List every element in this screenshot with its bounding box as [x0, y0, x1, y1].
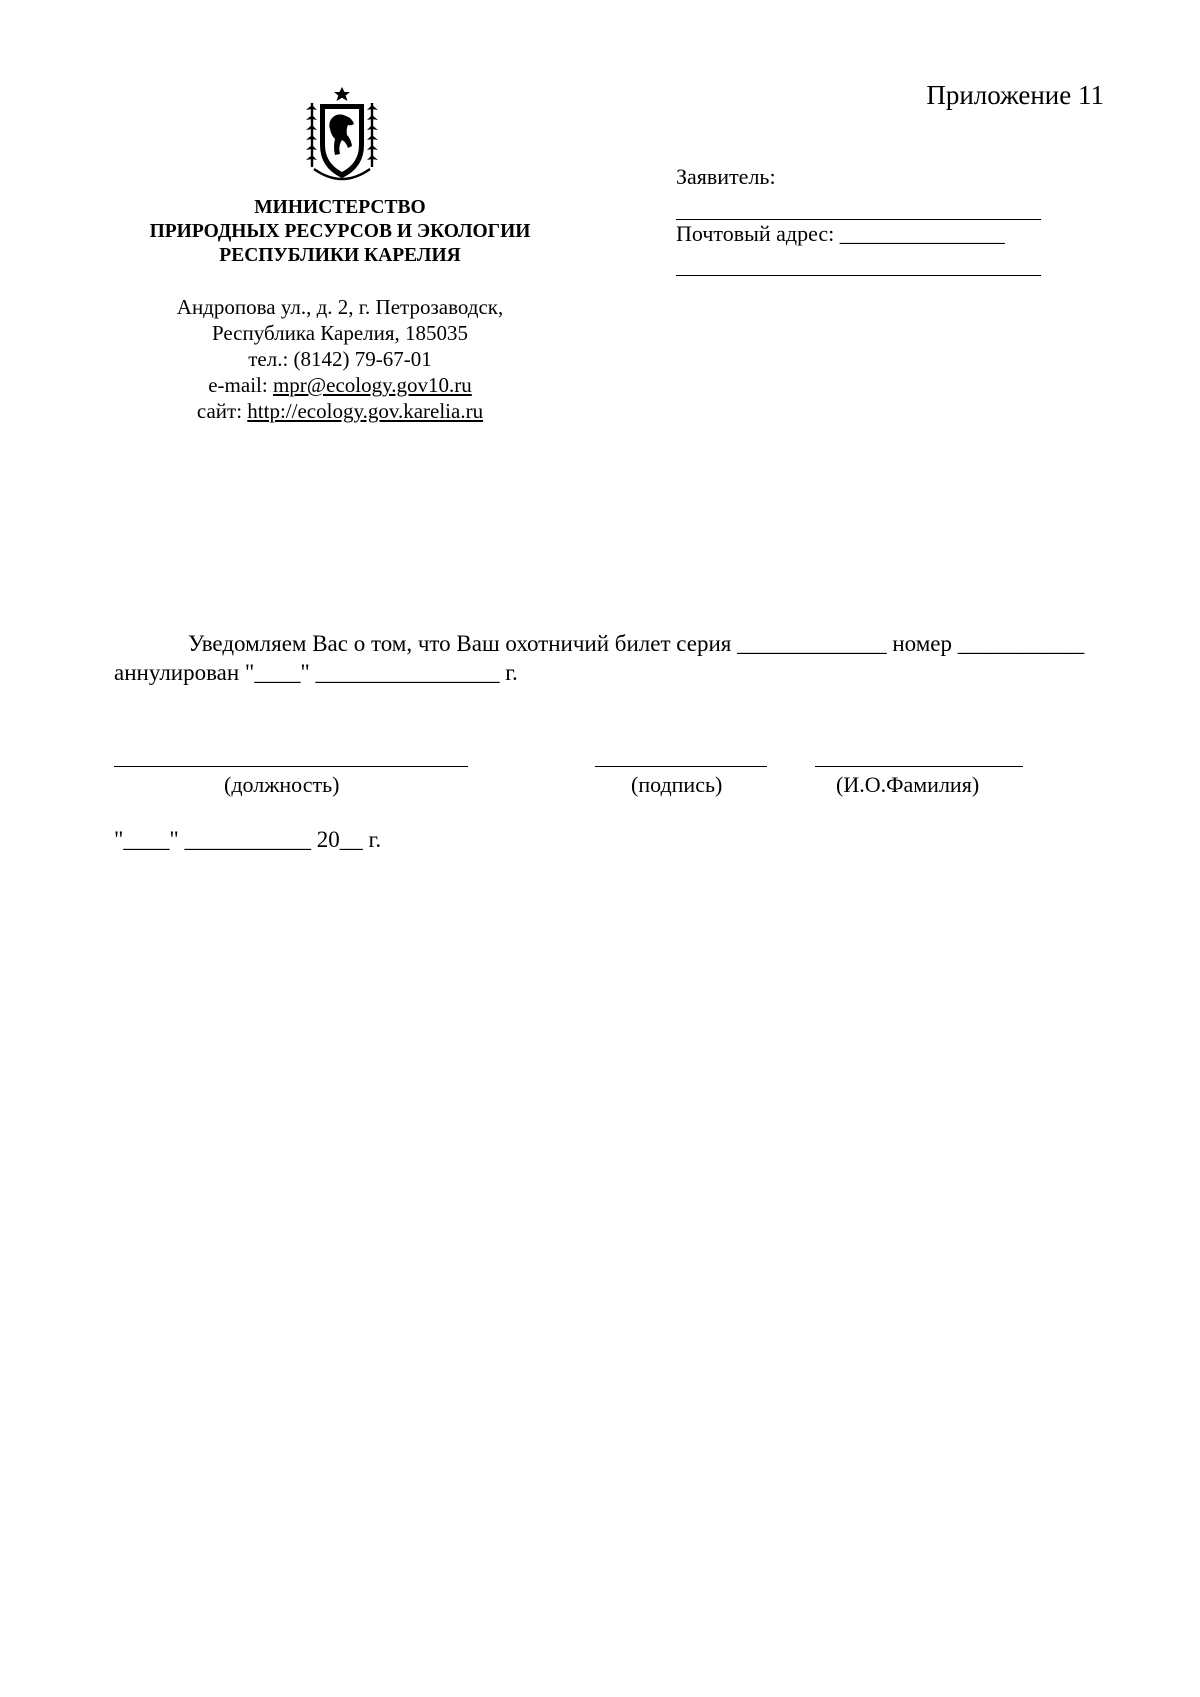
- address-line-1: Андропова ул., д. 2, г. Петрозаводск,: [176, 295, 504, 319]
- position-caption: (должность): [224, 772, 340, 797]
- email-link[interactable]: mpr@ecology.gov10.ru: [272, 373, 472, 397]
- position-signature-line: [114, 766, 468, 767]
- ministry-line-1: МИНИСТЕРСТВО: [254, 197, 426, 218]
- applicant-fill-line: [676, 219, 1041, 220]
- phone-line: тел.: (8142) 79-67-01: [248, 347, 432, 371]
- appendix-label: Приложение 11: [926, 80, 1104, 110]
- full-name-line: [815, 766, 1023, 767]
- ministry-name: [120, 196, 560, 268]
- postal-address-fill-line: [676, 275, 1041, 276]
- date-line: "____" ___________ 20__ г.: [114, 827, 382, 852]
- karelia-coat-of-arms-icon: [304, 85, 380, 185]
- cancellation-notice: [114, 629, 1154, 687]
- applicant-label: Заявитель:: [676, 164, 776, 189]
- email-line: [120, 372, 560, 398]
- site-line: [120, 398, 560, 424]
- signature-line: [595, 766, 767, 767]
- email-prefix: e-mail:: [208, 373, 273, 397]
- notice-line-1: Уведомляем Вас о том, что Ваш охотничий билет серия _____________ номер ___________: [188, 631, 1085, 656]
- address-line-2: Республика Карелия, 185035: [211, 321, 469, 345]
- ministry-line-2: ПРИРОДНЫХ РЕСУРСОВ И ЭКОЛОГИИ: [149, 221, 531, 242]
- ministry-contacts: [120, 294, 560, 424]
- signature-caption: (подпись): [631, 772, 723, 797]
- postal-address-label: Почтовый адрес: _______________: [676, 221, 1005, 246]
- ministry-line-3: РЕСПУБЛИКИ КАРЕЛИЯ: [219, 245, 461, 266]
- full-name-caption: (И.О.Фамилия): [836, 772, 980, 797]
- site-link[interactable]: http://ecology.gov.karelia.ru: [247, 399, 484, 423]
- notice-line-2: аннулирован "____" ________________ г.: [114, 660, 518, 685]
- site-prefix: сайт:: [196, 399, 248, 423]
